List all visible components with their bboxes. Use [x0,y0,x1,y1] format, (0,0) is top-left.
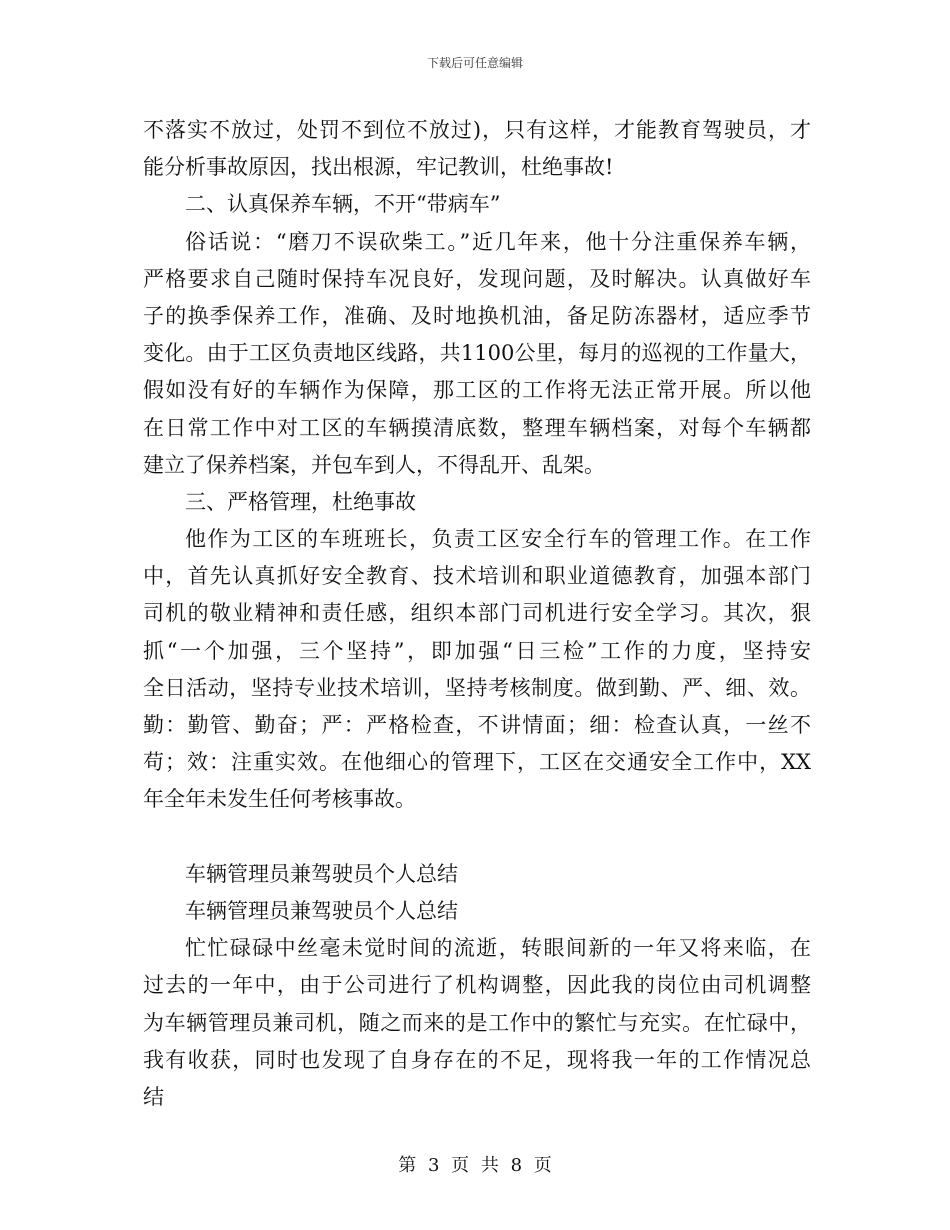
document-body [143,112,811,1116]
text-line: 抓“一个加强，三个坚持”，即加强“日三检”工作的力度，坚持安 [143,638,811,663]
text-line: 忙忙碌碌中丝毫未觉时间的流逝，转眼间新的一年又将来临，在 [185,936,811,961]
text-line: 过去的一年中，由于公司进行了机构调整，因此我的岗位由司机调整 [143,973,811,998]
text-line: 勤：勤管、勤奋；严：严格检查，不讲情面；细：检查认真，一丝不 [143,713,811,737]
text-line: 严格要求自己随时保持车况良好，发现问题，及时解决。认真做好车 [143,266,811,291]
text-line: 为车辆管理员兼司机，随之而来的是工作中的繁忙与充实。在忙碌中， [143,1010,811,1035]
text-line: 年全年未发生任何考核事故。 [143,787,416,812]
page-header: 下载后可任意编辑 [426,56,523,70]
text-line: 变化。由于工区负责地区线路，共1100公里，每月的巡视的工作量大， [143,341,811,366]
text-line: 结 [143,1084,164,1109]
text-line: 建立了保养档案，并包车到人，不得乱开、乱架。 [143,452,605,477]
text-line: 俗话说：“磨刀不误砍柴工。”近几年来，他十分注重保养车辆， [185,229,811,254]
text-line: 假如没有好的车辆作为保障，那工区的工作将无法正常开展。所以他 [143,378,811,403]
text-line: 能分析事故原因，找出根源，牢记教训，杜绝事故! [143,155,614,180]
text-line: 司机的敬业精神和责任感，组织本部门司机进行安全学习。其次，狠 [143,601,811,626]
text-line: 我有收获，同时也发现了自身存在的不足，现将我一年的工作情况总 [143,1047,811,1072]
text-line: 中，首先认真抓好安全教育、技术培训和职业道德教育，加强本部门 [143,564,811,589]
text-line: 他作为工区的车班班长，负责工区安全行车的管理工作。在工作 [185,527,811,552]
page-footer: 第 3 页 共 8 页 [398,1155,552,1176]
section-heading: 三、严格管理，杜绝事故 [185,489,416,514]
text-line: 不落实不放过，处罚不到位不放过)，只有这样，才能教育驾驶员，才 [143,118,811,142]
blank-line [143,819,811,856]
document-subtitle: 车辆管理员兼驾驶员个人总结 [185,898,458,923]
text-line: 苟；效：注重实效。在他细心的管理下，工区在交通安全工作中，XX [143,750,811,775]
text-line: 在日常工作中对工区的车辆摸清底数，整理车辆档案，对每个车辆都 [143,415,811,440]
text-line: 全日活动，坚持专业技术培训，坚持考核制度。做到勤、严、细、效。 [143,675,811,700]
text-line: 子的换季保养工作，准确、及时地换机油，备足防冻器材，适应季节 [143,303,811,328]
document-title: 车辆管理员兼驾驶员个人总结 [185,861,458,886]
section-heading: 二、认真保养车辆，不开“带病车” [185,192,501,217]
